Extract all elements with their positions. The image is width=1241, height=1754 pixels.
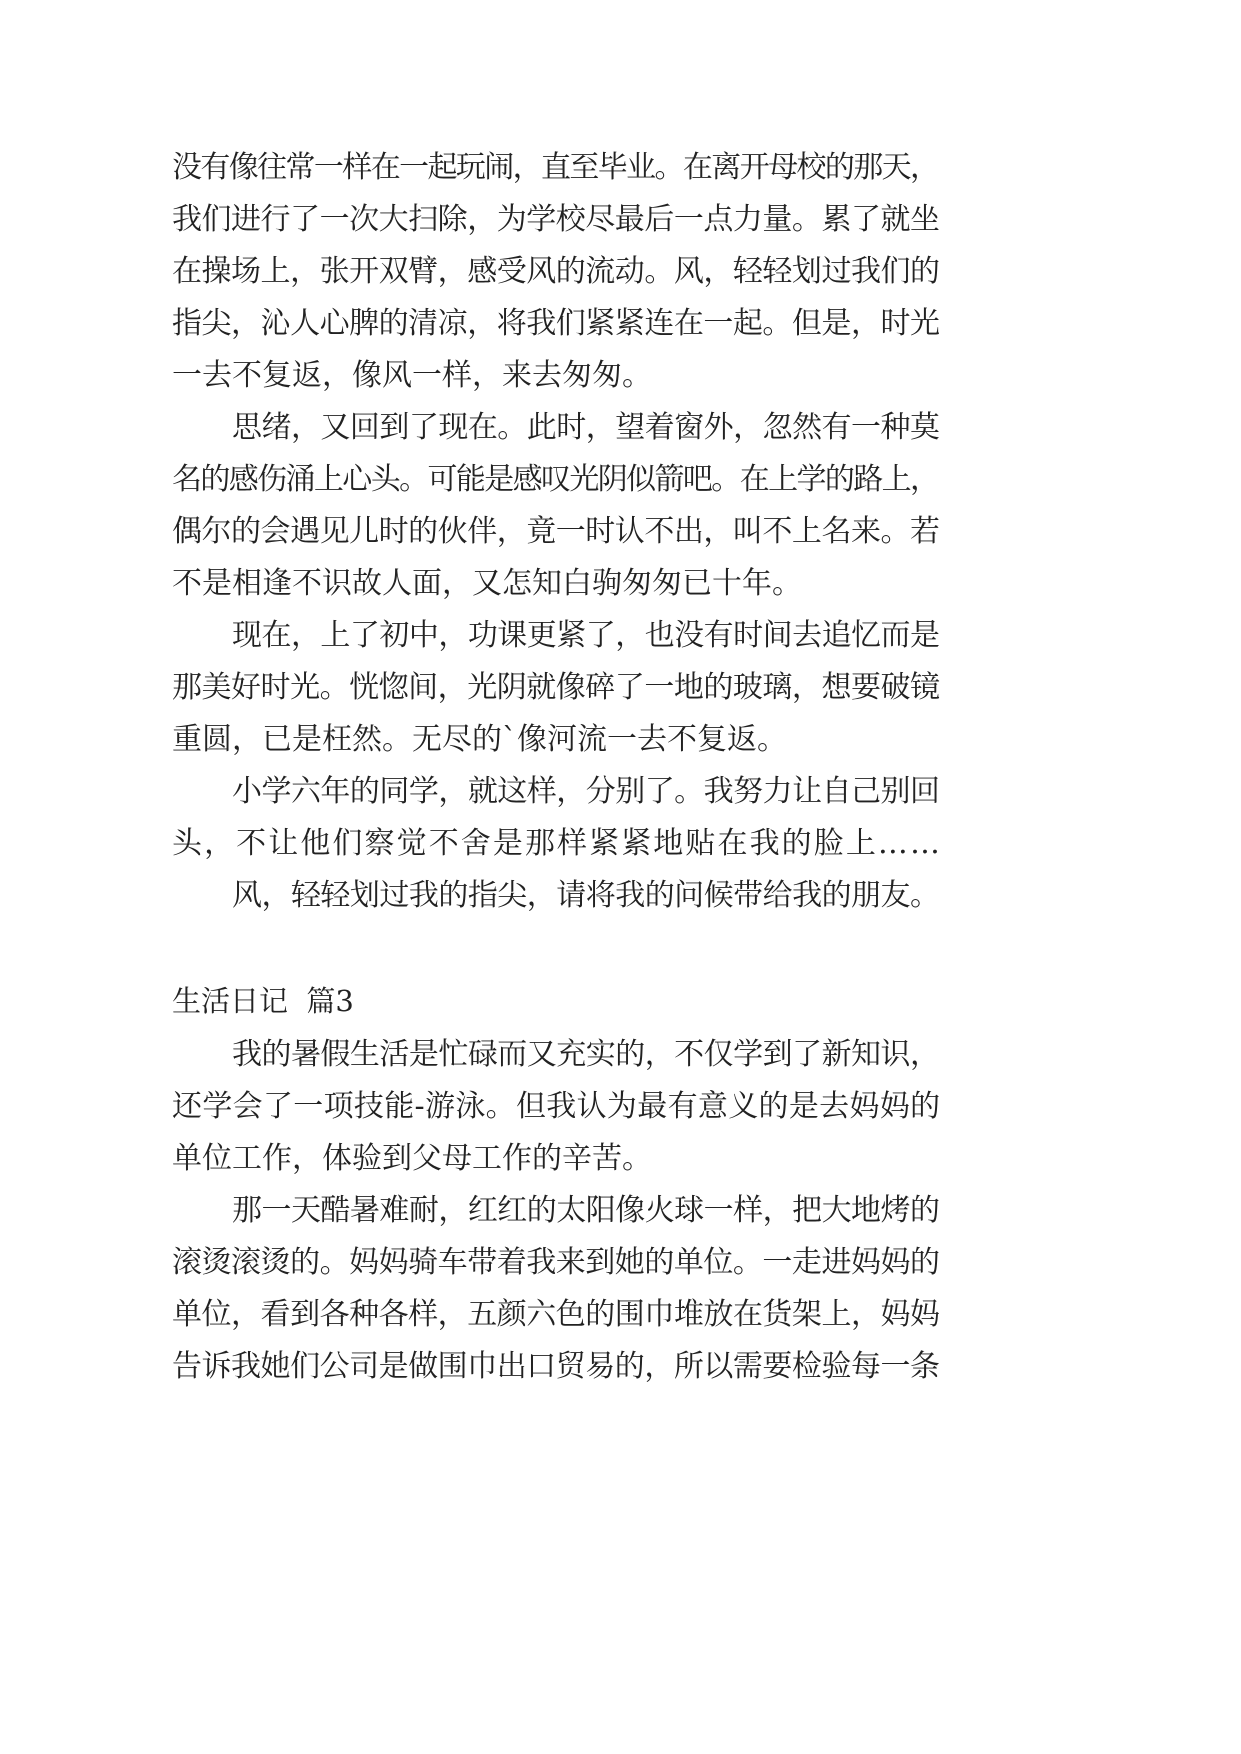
paragraph-line: 还学会了一项技能-游泳。但我认为最有意义的是去妈妈的: [172, 1089, 941, 1124]
paragraph-line: 不是相逢不识故人面，又怎知白驹匆匆已十年。: [172, 566, 802, 601]
paragraph-line: 没有像往常一样在一起玩闹，直至毕业。在离开母校的那天，: [172, 150, 939, 185]
paragraph-line: 我们进行了一次大扫除，为学校尽最后一点力量。累了就坐: [172, 202, 940, 237]
paragraph-line: 现在，上了初中，功课更紧了，也没有时间去追忆而是: [232, 618, 940, 653]
paragraph-line: 小学六年的同学，就这样，分别了。我努力让自己别回: [232, 774, 940, 809]
paragraph-line: 那美好时光。恍惚间，光阴就像碎了一地的玻璃，想要破镜: [172, 670, 940, 705]
paragraph-line: 头，不让他们察觉不舍是那样紧紧地贴在我的脸上……: [172, 826, 943, 861]
paragraph-line: 偶尔的会遇见儿时的伙伴，竟一时认不出，叫不上名来。若: [172, 514, 940, 549]
paragraph-line: 单位，看到各种各样，五颜六色的围巾堆放在货架上，妈妈: [172, 1297, 940, 1332]
paragraph-line: 重圆，已是枉然。无尽的`像河流一去不复返。: [172, 722, 787, 757]
paragraph-line: 单位工作，体验到父母工作的辛苦。: [172, 1141, 652, 1176]
paragraph-line: 那一天酷暑难耐，红红的太阳像火球一样，把大地烤的: [232, 1193, 940, 1228]
section-heading: 生活日记 篇3: [172, 984, 354, 1018]
paragraph-line: 风，轻轻划过我的指尖，请将我的问候带给我的朋友。: [232, 878, 940, 913]
paragraph-line: 我的暑假生活是忙碌而又充实的，不仅学到了新知识，: [232, 1037, 940, 1072]
paragraph-line: 思绪，又回到了现在。此时，望着窗外，忽然有一种莫: [232, 410, 940, 445]
paragraph-line: 在操场上，张开双臂，感受风的流动。风，轻轻划过我们的: [172, 254, 940, 289]
paragraph-line: 告诉我她们公司是做围巾出口贸易的，所以需要检验每一条: [172, 1349, 940, 1384]
paragraph-line: 一去不复返，像风一样，来去匆匆。: [172, 358, 652, 393]
paragraph-line: 滚烫滚烫的。妈妈骑车带着我来到她的单位。一走进妈妈的: [172, 1245, 940, 1280]
paragraph-line: 指尖，沁人心脾的清凉，将我们紧紧连在一起。但是，时光: [172, 306, 940, 341]
paragraph-line: 名的感伤涌上心头。可能是感叹光阴似箭吧。在上学的路上，: [172, 462, 939, 497]
